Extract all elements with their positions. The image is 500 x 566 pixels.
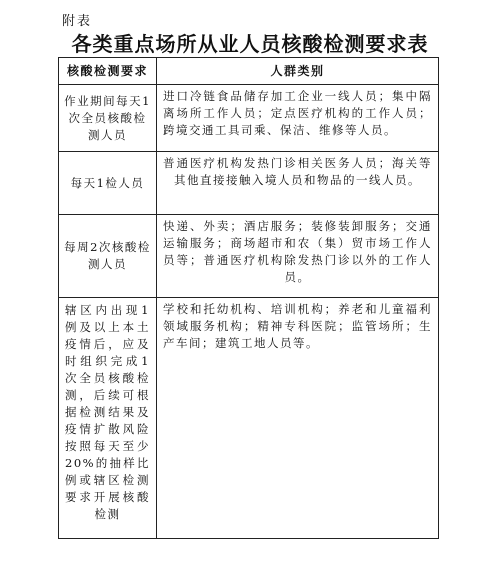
requirement-cell: 作业期间每天1次全员核酸检测人员 xyxy=(59,85,157,152)
group-cell: 进口冷链食品储存加工企业一线人员；集中隔离场所工作人员；定点医疗机构的工作人员；跨境交通工具司乘、保洁、维修等人员。 xyxy=(157,85,439,152)
requirement-cell: 辖区内出现1例及以上本土疫情后，应及时组织完成1次全员核酸检测，后续可根据检测结果及疫情扩散风险按照每天至少20%的抽样比例或辖区检测要求开展核酸检测 xyxy=(59,298,157,539)
header-group: 人群类别 xyxy=(157,58,439,85)
group-cell: 快递、外卖；酒店服务；装修装卸服务；交通运输服务；商场超市和农（集）贸市场工作人员等；普通医疗机构除发热门诊以外的工作人员。 xyxy=(157,215,439,298)
table-row xyxy=(59,152,439,215)
table-row xyxy=(59,215,439,298)
requirement-cell: 每周2次核酸检测人员 xyxy=(59,215,157,298)
header-requirement: 核酸检测要求 xyxy=(59,58,157,85)
group-cell: 普通医疗机构发热门诊相关医务人员；海关等其他直接接触入境人员和物品的一线人员。 xyxy=(157,152,439,215)
attachment-label: 附表 xyxy=(62,14,93,29)
table-row xyxy=(59,85,439,152)
requirement-cell: 每天1检人员 xyxy=(59,152,157,215)
group-cell: 学校和托幼机构、培训机构；养老和儿童福利领域服务机构；精神专科医院；监管场所；生产车间；建筑工地人员等。 xyxy=(157,298,439,539)
page-title: 各类重点场所从业人员核酸检测要求表 xyxy=(71,32,429,56)
requirements-table xyxy=(58,57,439,539)
table-header-row xyxy=(59,58,439,85)
table-row xyxy=(59,298,439,539)
